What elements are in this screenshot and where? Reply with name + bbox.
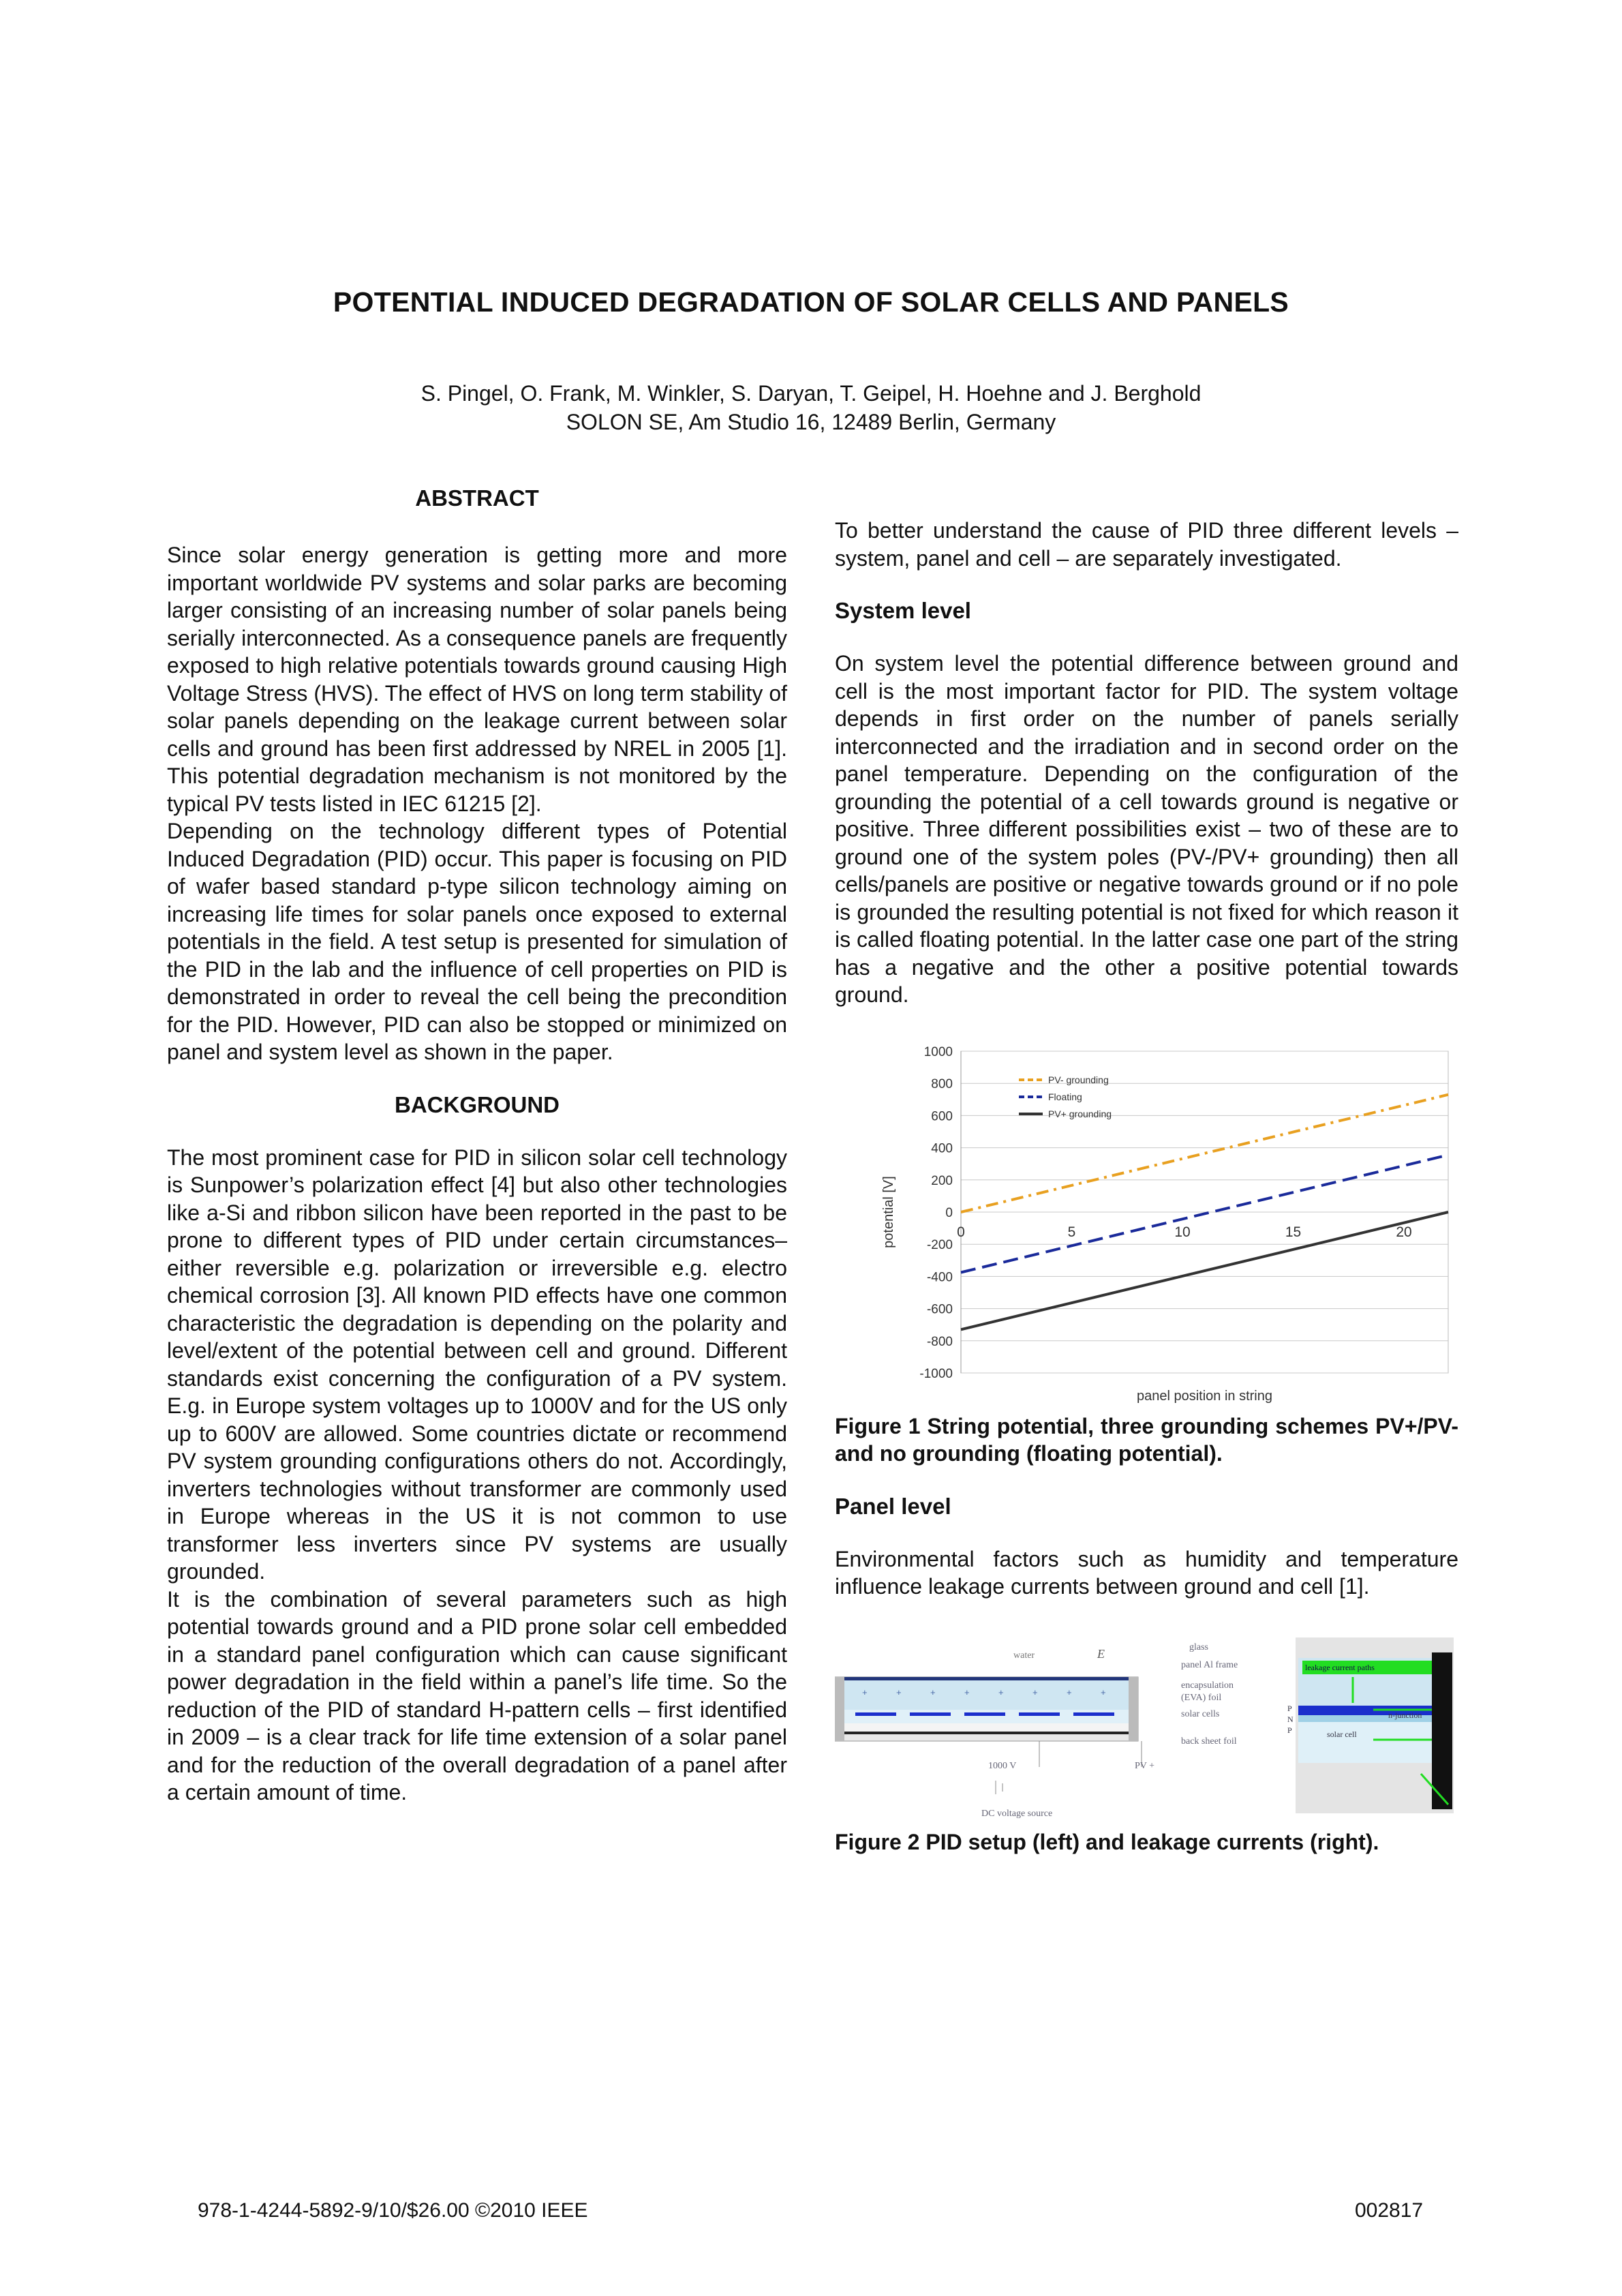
author-block — [0, 379, 1622, 436]
pid-setup-diagram — [835, 1642, 1238, 1819]
background-paragraph-2: It is the combination of several parameters such as high potential towards ground and a PID prone solar cell embedded in a standard panel configuration which can cause significant power degradation in the field within a panel’s life time. So the reduction of the PID of standard H-pattern cells – first identified in 2009 – is a clear track for life time extension of a solar panel and for the reduction of the overall degradation of a panel after a certain amount of time. — [167, 1586, 787, 1804]
svg-text:+: + — [1101, 1687, 1106, 1697]
encapsulation-label: encapsulation — [1181, 1680, 1234, 1691]
n-label: N — [1287, 1714, 1294, 1724]
y-tick-label: 1000 — [923, 1044, 953, 1059]
figure-2-caption: Figure 2 PID setup (left) and leakage currents (right). — [835, 1829, 1379, 1854]
svg-text:+: + — [998, 1687, 1004, 1697]
glass-label: glass — [1189, 1642, 1208, 1652]
p-label: P — [1287, 1703, 1292, 1713]
solar-cell-label: solar cell — [1327, 1729, 1357, 1739]
field-label: E — [1097, 1646, 1105, 1661]
y-tick-label: 0 — [945, 1205, 953, 1220]
junction-label: n-junction — [1388, 1710, 1422, 1720]
panel-level-text: Environmental factors such as humidity and temperature influence leakage currents between ground and cell [1]. — [835, 1546, 1458, 1599]
legend-label: Floating — [1048, 1091, 1082, 1102]
abstract-heading: ABSTRACT — [415, 485, 539, 511]
svg-text:+: + — [896, 1687, 902, 1697]
y-tick-label: -200 — [926, 1237, 953, 1252]
p2-label: P — [1287, 1725, 1292, 1735]
voltage-label: 1000 V — [988, 1760, 1017, 1771]
abstract-paragraph-1: Since solar energy generation is getting more and more important worldwide PV systems and solar parks are becoming larger consisting of an increasing number of solar panels being serially interconnected. As a consequence panels are frequently exposed to high relative potentials towards ground causing High Voltage Stress (HVS). The effect of HVS on long term stability of solar panels depending on the leakage current between solar cells and ground has been first addressed by NREL in 2005 [1]. This potential degradation mechanism is not monitored by the typical PV tests listed in IEC 61215 [2]. — [167, 543, 787, 816]
glass-layer — [844, 1680, 1131, 1710]
paper-title: POTENTIAL INDUCED DEGRADATION OF SOLAR CELLS AND PANELS — [333, 286, 1289, 318]
svg-text:+: + — [1067, 1687, 1072, 1697]
background-heading: BACKGROUND — [395, 1091, 560, 1117]
x-tick-label: 0 — [957, 1224, 965, 1240]
y-tick-label: 400 — [931, 1141, 953, 1156]
footer-isbn: 978-1-4244-5892-9/10/$26.00 ©2010 IEEE — [198, 2199, 588, 2222]
leakage-current-diagram — [1287, 1637, 1454, 1813]
string-potential-chart — [872, 1044, 1458, 1406]
x-tick-label: 10 — [1174, 1224, 1191, 1240]
author-affiliation: SOLON SE, Am Studio 16, 12489 Berlin, Germany — [566, 410, 1056, 434]
svg-text:+: + — [964, 1687, 970, 1697]
legend-label: PV+ grounding — [1048, 1108, 1112, 1119]
x-axis-label: panel position in string — [1136, 1388, 1273, 1404]
y-tick-label: -600 — [926, 1302, 953, 1317]
svg-text:+: + — [930, 1687, 936, 1697]
pv-plus-label: PV + — [1135, 1760, 1155, 1771]
background-paragraph-1: The most prominent case for PID in silicon solar cell technology is Sunpower’s polarization effect [4] but also other technologies like a-Si and ribbon silicon have been reported in the past to be prone to different types of PID under certain circumstances– either reversible e.g. polarization or irreversible e.g. electro chemical corrosion [3]. All known PID effects have one common characteristic the degradation is depending on the polarity and level/extent of the potential between cell and ground. Different standards exist concerning the configuration of a PV system. E.g. in Europe system voltages up to 1000V and for the US only up to 600V are allowed. Some countries dictate or recommend PV system grounding configurations others do not. Accordingly, inverters technologies without transformer are commonly used in Europe whereas in the US it is not common to use transformer less inverters since PV systems are usually grounded. — [167, 1145, 787, 1584]
system-level-heading: System level — [835, 598, 971, 623]
x-tick-label: 20 — [1396, 1224, 1412, 1240]
frame-label: panel Al frame — [1181, 1659, 1238, 1670]
svg-text:+: + — [862, 1687, 868, 1697]
y-tick-label: 800 — [931, 1076, 953, 1091]
system-level-text: On system level the potential difference between ground and cell is the most important factor for PID. The system voltage depends in first order on the number of panels serially interconnected and the irradiation and in second order on the panel temperature. Depending on the configuration of the grounding the potential of a cell towards ground is negative or positive. Three different possibilities exist – two of these are to ground one of the system poles (PV-/PV+ grounding) then all cells/panels are positive or negative towards ground or if no pole is grounded the resulting potential is not fixed for which reason it is called floating potential. In the latter case one part of the string has a negative and the other a positive potential towards ground. — [835, 651, 1458, 1007]
left-column — [167, 484, 787, 1807]
author-names: S. Pingel, O. Frank, M. Winkler, S. Daryan, T. Geipel, H. Hoehne and J. Berghold — [420, 381, 1202, 406]
y-tick-label: -1000 — [919, 1366, 953, 1381]
legend-label: PV- grounding — [1048, 1074, 1109, 1085]
eva-foil-label: (EVA) foil — [1181, 1692, 1222, 1703]
levels-intro: To better understand the cause of PID three different levels – system, panel and cell – are separately investigated. — [835, 518, 1458, 571]
y-tick-label: -800 — [926, 1334, 953, 1349]
abstract-paragraph-2: Depending on the technology different types of Potential Induced Degradation (PID) occur. This paper is focusing on PID of wafer based standard p-type silicon technology aiming on increasing life times for solar panels once exposed to external potentials in the field. A test setup is presented for simulation of the PID in the lab and the influence of cell properties on PID is demonstrated in order to reveal the cell being the precondition for the PID. However, PID can also be stopped or minimized on panel and system level as shown in the paper. — [167, 819, 787, 1064]
water-label: water — [1013, 1650, 1035, 1661]
figure-1-caption: Figure 1 String potential, three grounding schemes PV+/PV- and no grounding (floating potential). — [835, 1413, 1458, 1466]
y-tick-label: 200 — [931, 1173, 953, 1188]
pid-setup-figure — [835, 1637, 1458, 1822]
x-tick-label: 15 — [1285, 1224, 1302, 1240]
svg-text:+: + — [1032, 1687, 1038, 1697]
dc-source-label: DC voltage source — [981, 1808, 1053, 1819]
leakage-paths-label: leakage current paths — [1305, 1662, 1375, 1672]
solar-cells-label: solar cells — [1181, 1708, 1220, 1719]
x-tick-label: 5 — [1067, 1224, 1076, 1240]
y-axis-label: potential [V] — [881, 1175, 896, 1248]
y-tick-label: 600 — [931, 1108, 953, 1123]
y-tick-label: -400 — [926, 1269, 953, 1284]
back-sheet-label: back sheet foil — [1181, 1736, 1237, 1747]
panel-level-heading: Panel level — [835, 1493, 951, 1519]
footer-page-number: 002817 — [1355, 2199, 1424, 2222]
right-column — [835, 517, 1458, 1856]
